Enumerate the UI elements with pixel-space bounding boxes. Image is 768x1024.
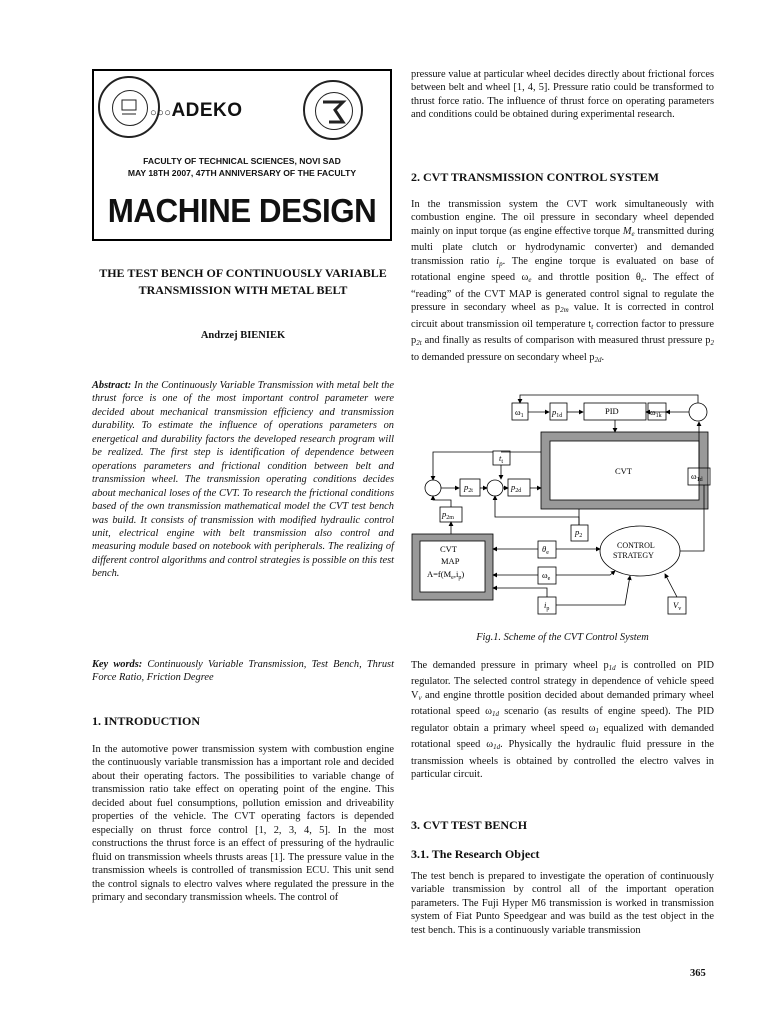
svg-text:MAP: MAP [441, 556, 460, 566]
cvt-control-paragraph: In the transmission system the CVT work simultaneously with combustion engine. The oil pressure in secondary wheel depended mainly on input torque (as engine effective torque $M_e$ transmitted during multi plate clutch or hydrodynamic converter) and demanded transmission ratio $i_p$. The engine torque is evaluated on base of rotational engine speed $\omega_e$ and throttle position $\theta_e$. The effect of “reading” of the CVT MAP is generated control signal to regulate the pressure in secondary wheel as $p_{2m}$ value. It is corrected in control circuit about transmission oil temperature $t_t$ correction factor to pressure $p_{2t}$ and finally as results of comparison with measured thrust pressure $p_2$ to demanded pressure on secondary wheel $p_{2d}$. [411, 199, 715, 364]
svg-text:ωe: $\omega_e$ [542, 570, 551, 582]
faculty-line-1: FACULTY OF TECHNICAL SCIENCES, NOVI SAD [143, 156, 341, 166]
introduction-text: In the automotive power transmission system with combustion engine the continuously variable transmission has a important role and decided about their operating factors. The possibilities to variable change of transmission ratio take effect on operating point of the engine. This decided about fuel consumptions, pollution emission and driveability properties of the vehicle. The CVT operating factors is depended especially on thrust force control [1, 2, 3, 4, 5]. In the most constructions the thrust force is an effect of pressuring of the hydraulic fluid on transmission wheels thrusts areas [1]. The pressure value in the transmission wheels is controlled of transmission ECU. This unit send the control signals to electro valves where regulated the pressure in the primary and secondary transmission wheels. The control of [92, 744, 394, 903]
keywords [92, 658, 394, 685]
keywords-text: Continuously Variable Transmission, Test Bench, Thrust Force Ratio, Friction Degree [92, 659, 394, 684]
svg-text:Vv: $V_v$ [673, 600, 682, 612]
section-heading-introduction: 1. INTRODUCTION [92, 714, 201, 728]
page-number: 365 [690, 968, 706, 979]
svg-text:CVT: CVT [615, 466, 632, 476]
adeko-logo: ○○○ADEKO [150, 100, 243, 121]
figure-caption: Fig.1. Scheme of the CVT Control System [476, 632, 649, 643]
svg-text:p1d: $p_{1d}$ [552, 407, 563, 419]
svg-text:PID: PID [605, 406, 619, 416]
faculty-line-2: MAY 18TH 2007, 47TH ANNIVERSARY OF THE FACULTY [127, 168, 357, 178]
svg-text:ip: $i_p$ [544, 600, 550, 612]
keywords-label: Key words: [92, 659, 143, 670]
svg-text:tt: $t_t$ [499, 453, 504, 465]
journal-title: MACHINE DESIGN [107, 192, 377, 229]
research-object-paragraph: The test bench is prepared to investigate the operation of continuously variable transmission by control all of the important operation parameters. The Fuji Hyper M6 transmission is worked in transmission system of Fiat Punto Speedgear and was build as the test object in the test bench. This is a continuously variable transmission [411, 871, 714, 936]
w1-sum-junction [689, 403, 707, 421]
paper-title: THE TEST BENCH OF CONTINUOUSLY VARIABLE TRANSMISSION WITH METAL BELT [99, 266, 387, 297]
subsection-heading-research-object: 3.1. The Research Object [411, 847, 540, 861]
abstract-label: Abstract: [92, 380, 132, 391]
svg-text:ω1k: $\omega_{1k}$ [650, 407, 662, 419]
faculty-seal-icon [303, 80, 363, 140]
cvt-control-diagram [410, 392, 715, 624]
section-heading-cvt-test-bench: 3. CVT TEST BENCH [411, 818, 528, 832]
svg-text:p2d: $p_{2d}$ [511, 482, 522, 494]
paper-author: Andrzej BIENIEK [200, 330, 286, 341]
svg-text:ω1: $\omega_1$ [515, 407, 524, 419]
svg-text:ω1d: $\omega_{1d}$ [691, 471, 703, 483]
svg-text:STRATEGY: STRATEGY [613, 551, 654, 560]
svg-text:A=f(Me,ip): $A=f(M_e,i_p)$ [427, 569, 465, 581]
svg-text:p2m: $p_{2m}$ [442, 509, 454, 521]
svg-text:p2t: $p_{2t}$ [464, 482, 473, 494]
svg-text:CONTROL: CONTROL [617, 541, 655, 550]
right-top-paragraph: pressure value at particular wheel decides directly about frictional forces between belt and wheel [1, 4, 5]. Pressure ratio could be transformed to thrust force ratio. The influence of thrust force on operating parameters and conditions could be obtained during experimental research. [411, 69, 714, 121]
svg-text:θe: $\theta_e$ [542, 544, 549, 556]
section-heading-cvt-control: 2. CVT TRANSMISSION CONTROL SYSTEM [411, 170, 659, 184]
svg-text:CVT: CVT [440, 544, 457, 554]
after-figure-paragraph: The demanded pressure in primary wheel $p_{1d}$ is controlled on PID regulator. The selected control strategy in dependence of vehicle speed $V_v$ and engine throttle position decided about demanded primary wheel rotational speed $\omega_{1d}$ scenario (as results of engine speed). The PID regulator obtain a primary wheel speed $\omega_1$ equalized with demanded rotational speed $\omega_{1d}$. Physically the hydraulic fluid pressure in the transmission wheels is obtained by controlled the electro valves in particular circuit. [411, 660, 715, 781]
abstract [92, 379, 394, 581]
abstract-text: In the Continuously Variable Transmission with metal belt the thrust force is one of the most important control parameter were decided about mechanical transmission efficiency and transmission durability. To estimate the influence of operations parameters on energetical and durability factors the developed research program will be realized. The first step is identification of dependence between operations parameters and frictional condition between belt and transmission wheel. The transmission operating conditions decides about mechanical loses of the CVT. To research the frictional conditions based of the own transmission mathematical model the CVT test bench was build. It consists of transmission with modified hydraulic control unit, electrical engine with belt transmission also control and measuring module based on notebook with peripherals. The realizing of different control algorithms and control strategies is possible on this test bench. [92, 380, 394, 580]
svg-text:p2: $p_2$ [575, 527, 583, 539]
